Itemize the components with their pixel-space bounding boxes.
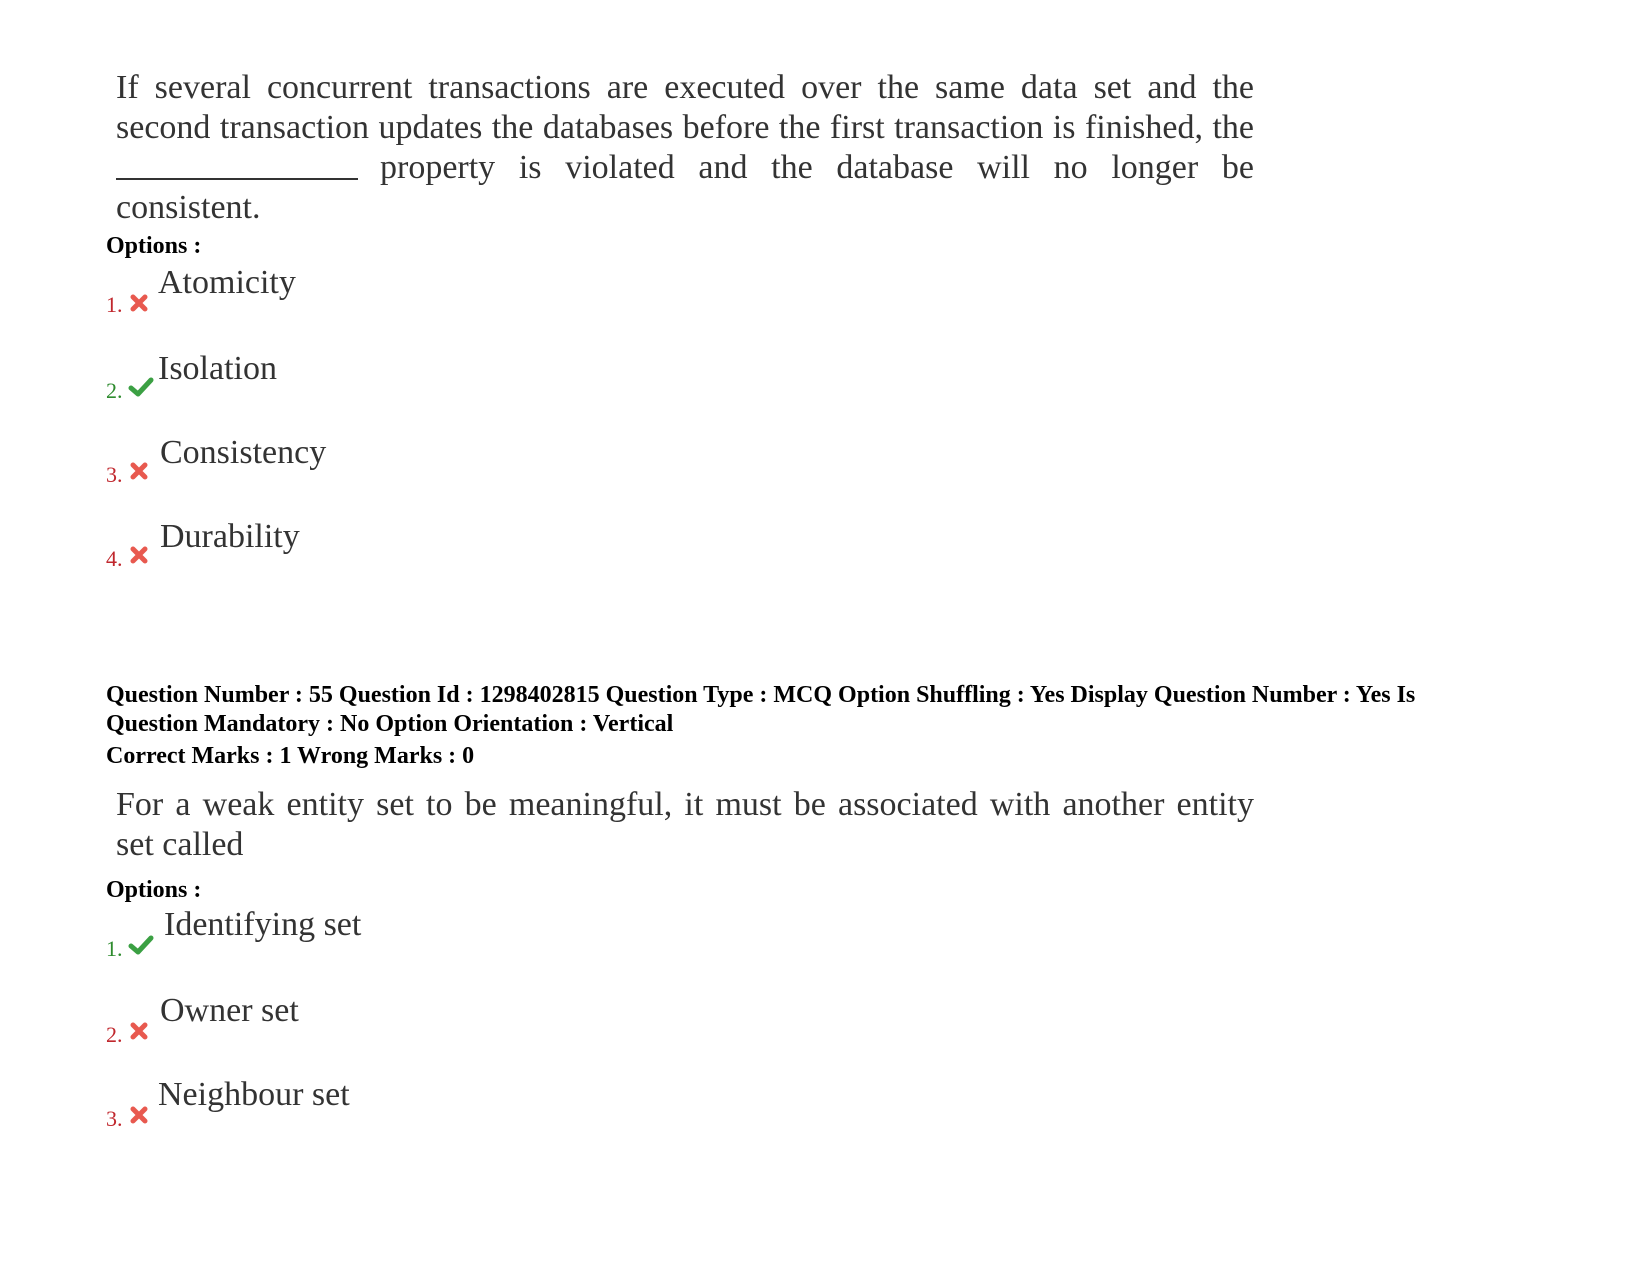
question-text-line: consistent.: [116, 189, 261, 226]
option-text: Durability: [160, 518, 300, 555]
question-meta-line: Question Number : 55 Question Id : 1298402815 Question Type : MCQ Option Shuffling : Yes Display Question Number : Yes Is: [106, 682, 1416, 708]
question-55-text: [116, 785, 1254, 865]
cross-icon: [128, 1104, 150, 1126]
option-number: 3.: [106, 1106, 123, 1131]
fill-in-blank: [116, 148, 358, 180]
option-number: 1.: [106, 936, 123, 961]
cross-icon: [128, 544, 150, 566]
check-icon: [128, 934, 154, 956]
cross-icon: [128, 292, 150, 314]
option-number: 4.: [106, 546, 123, 571]
check-icon: [128, 376, 154, 398]
option-number: 3.: [106, 462, 123, 487]
question-marks: Correct Marks : 1 Wrong Marks : 0: [106, 743, 475, 769]
option-number: 2.: [106, 1022, 123, 1047]
question-54-text: [116, 68, 1254, 228]
option-text: Owner set: [160, 992, 299, 1029]
option-number: 1.: [106, 292, 123, 317]
question-text-line: For a weak entity set to be meaningful, it must be associated with another entity: [116, 786, 1254, 823]
options-label: Options :: [106, 233, 202, 259]
question-text-line: set called: [116, 826, 244, 863]
option-text: Neighbour set: [158, 1076, 350, 1113]
cross-icon: [128, 1020, 150, 1042]
option-text: Consistency: [160, 434, 327, 471]
question-meta: [106, 681, 1546, 739]
options-label: Options :: [106, 877, 202, 903]
option-text: Atomicity: [158, 264, 296, 301]
option-number: 2.: [106, 378, 123, 403]
option-text: Identifying set: [164, 906, 362, 943]
cross-icon: [128, 460, 150, 482]
question-text-line: property is violated and the database will no longer be: [380, 149, 1254, 186]
option-text: Isolation: [158, 350, 277, 387]
question-text-line: second transaction updates the databases before the first transaction is finished, the: [116, 109, 1254, 146]
question-meta-line: Question Mandatory : No Option Orientation : Vertical: [106, 711, 674, 737]
question-text-line-blank: [116, 148, 1254, 188]
question-text-line: If several concurrent transactions are executed over the same data set and the: [116, 69, 1254, 106]
